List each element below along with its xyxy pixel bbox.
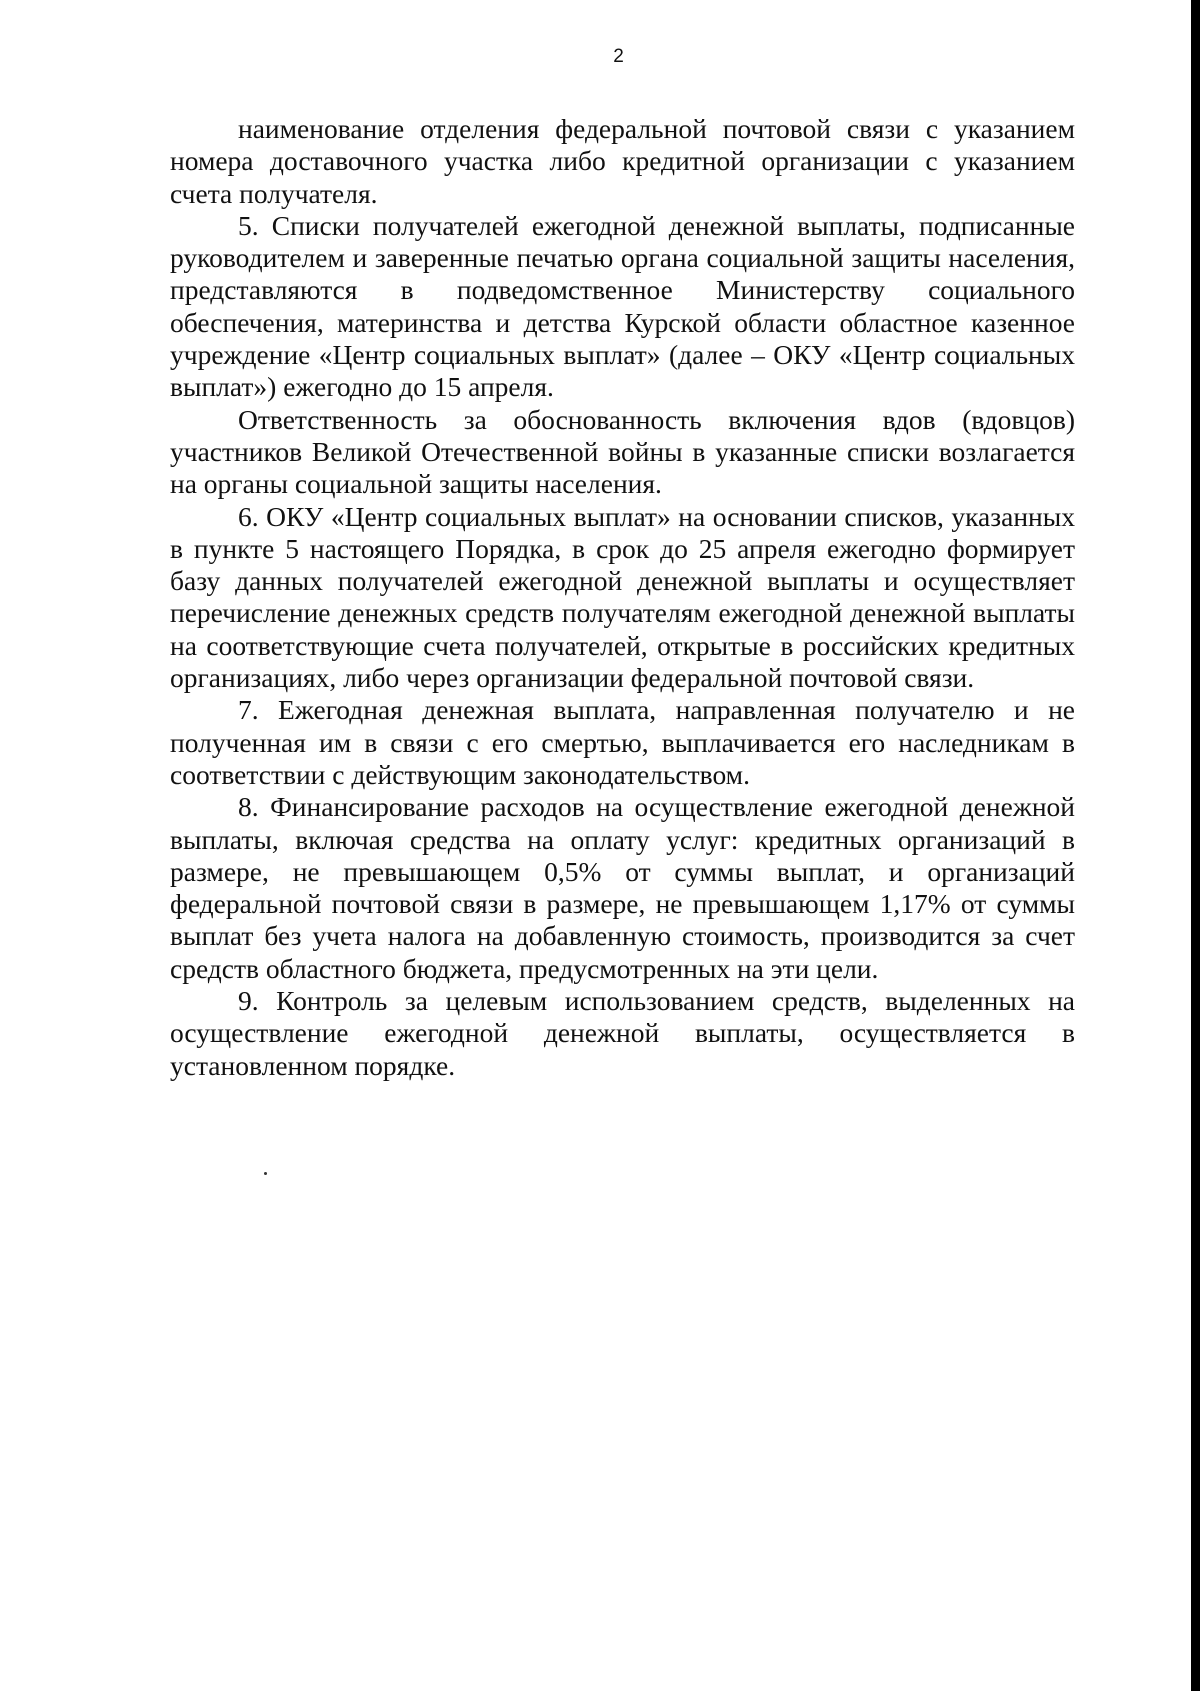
paragraph-item-9: 9. Контроль за целевым использованием средств, выделенных на осуществление ежегодной денежной выплаты, осуществляется в установленном порядке. [170,985,1075,1081]
paragraph-item-7: 7. Ежегодная денежная выплата, направленная получателю и не полученная им в связи с его смертью, выплачивается его наследникам в соответствии с действующим законодательством. [170,694,1075,790]
document-body [170,113,1075,1082]
paragraph-item-5: 5. Списки получателей ежегодной денежной выплаты, подписанные руководителем и заверенные печатью органа социальной защиты населения, представляются в подведомственное Министерству социального обеспечения, материнства и детства Курской области областное казенное учреждение «Центр социальных выплат» (далее – ОКУ «Центр социальных выплат») ежегодно до 15 апреля. [170,209,1075,403]
paragraph-item-8: 8. Финансирование расходов на осуществление ежегодной денежной выплаты, включая средства на оплату услуг: кредитных организаций в размере, не превышающем 0,5% от суммы выплат, и организаций федеральной почтовой связи в размере, не превышающем 1,17% от суммы выплат без учета налога на добавленную стоимость, производится за счет средств областного бюджета, предусмотренных на эти цели. [170,791,1075,984]
paragraph-delivery-details: наименование отделения федеральной почтовой связи с указанием номера доставочного участка либо кредитной организации с указанием счета получателя. [170,113,1075,209]
paragraph-responsibility: Ответственность за обоснованность включения вдов (вдовцов) участников Великой Отечественной войны в указанные списки возлагается на органы социальной защиты населения. [170,403,1075,500]
scan-speck [264,1172,267,1175]
page-number: 2 [613,46,624,67]
paragraph-item-6: 6. ОКУ «Центр социальных выплат» на основании списков, указанных в пункте 5 настоящего Порядка, в срок до 25 апреля ежегодно формирует базу данных получателей ежегодной денежной выплаты и осуществляет перечисление денежных средств получателям ежегодной денежной выплаты на соответствующие счета получателей, открытые в российских кредитных организациях, либо через организации федеральной почтовой связи. [170,500,1075,694]
scan-border [1191,0,1200,1691]
